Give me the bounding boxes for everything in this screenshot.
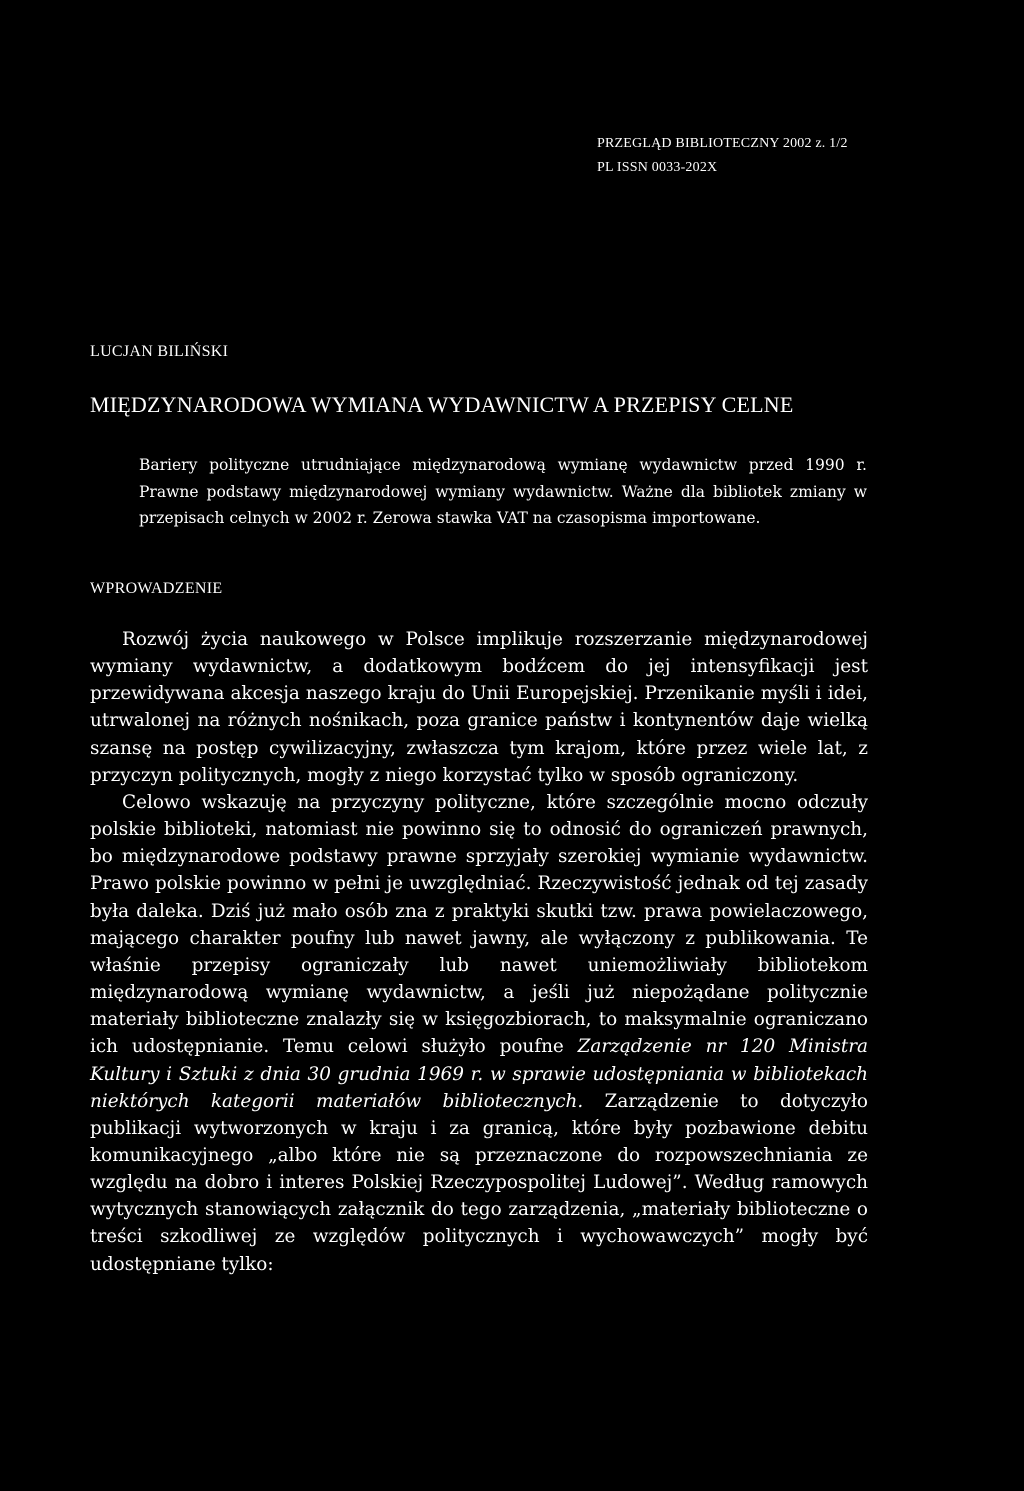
issn-line: PL ISSN 0033-202X: [597, 160, 718, 175]
section-heading: WPROWADZENIE: [90, 580, 223, 597]
author-name: LUCJAN BILIŃSKI: [90, 343, 229, 360]
paragraph: Rozwój życia naukowego w Polsce implikuje rozszerzanie międzynarodowej wymiany wydawnictw, a dodatkowym bodźcem do jej intensyfikacji jest przewidywana akcesja naszego kraju do Unii Europejskiej. Przenikanie myśli i idei, utrwalonej na różnych nośnikach, poza granice państw i kontynentów daje wielką szansę na postęp cywilizacyjny, zwłaszcza tym krajom, które przez wiele lat, z przyczyn politycznych, mogły z niego korzystać tylko w sposób ograniczony.: [90, 629, 868, 786]
paragraph: [90, 789, 868, 1278]
article-title: MIĘDZYNARODOWA WYMIANA WYDAWNICTW A PRZEPISY CELNE: [90, 392, 794, 417]
journal-title-line: PRZEGLĄD BIBLIOTECZNY 2002 z. 1/2: [597, 136, 848, 151]
body-text: [90, 626, 868, 1278]
abstract: Bariery polityczne utrudniające międzynarodową wymianę wydawnictw przed 1990 r. Prawne podstawy międzynarodowej wymiany wydawnictw. Ważne dla bibliotek zmiany w przepisach celnych w 2002 r. Zerowa stawka VAT na czasopisma importowane.: [139, 456, 867, 527]
paragraph-text: Zarządzenie to dotyczyło publikacji wytworzonych w kraju i za granicą, które były pozbawione debitu komunikacyjnego „albo które nie są przeznaczone do rozpowszechniania ze względu na dobro i interes Polskiej Rzeczypospolitej Ludowej”. Według ramowych wytycznych stanowiących załącznik do tego zarządzenia, „materiały biblioteczne o treści szkodliwej ze względów politycznych i wychowawczych” mogły być udostępniane tylko:: [90, 1090, 868, 1275]
journal-header: [597, 132, 848, 180]
paragraph-text: Celowo wskazuję na przyczyny polityczne, które szczególnie mocno odczuły polskie biblioteki, natomiast nie powinno się to odnosić do ograniczeń prawnych, bo międzynarodowe podstawy prawne sprzyjały szerokiej wymianie wydawnictw. Prawo polskie powinno w pełni je uwzględniać. Rzeczywistość jednak od tej zasady była daleka. Dziś już mało osób zna z praktyki skutki tzw. prawa powielaczowego, mającego charakter poufny lub nawet jawny, ale wyłączony z publikowania. Te właśnie przepisy ograniczały lub nawet uniemożliwiały bibliotekom międzynarodową wymianę wydawnictw, a jeśli już niepożądane politycznie materiały biblioteczne znalazły się w księgozbiorach, to maksymalnie ograniczano ich udostępnianie. Temu celowi służyło poufne: [90, 791, 868, 1058]
regulation-title: Zarządzenie nr 120 Ministra Kultury i Sztuki z dnia 30 grudnia 1969 r. w sprawie udostępniania w bibliotekach niektórych kategorii materiałów bibliotecznych.: [90, 1036, 868, 1112]
